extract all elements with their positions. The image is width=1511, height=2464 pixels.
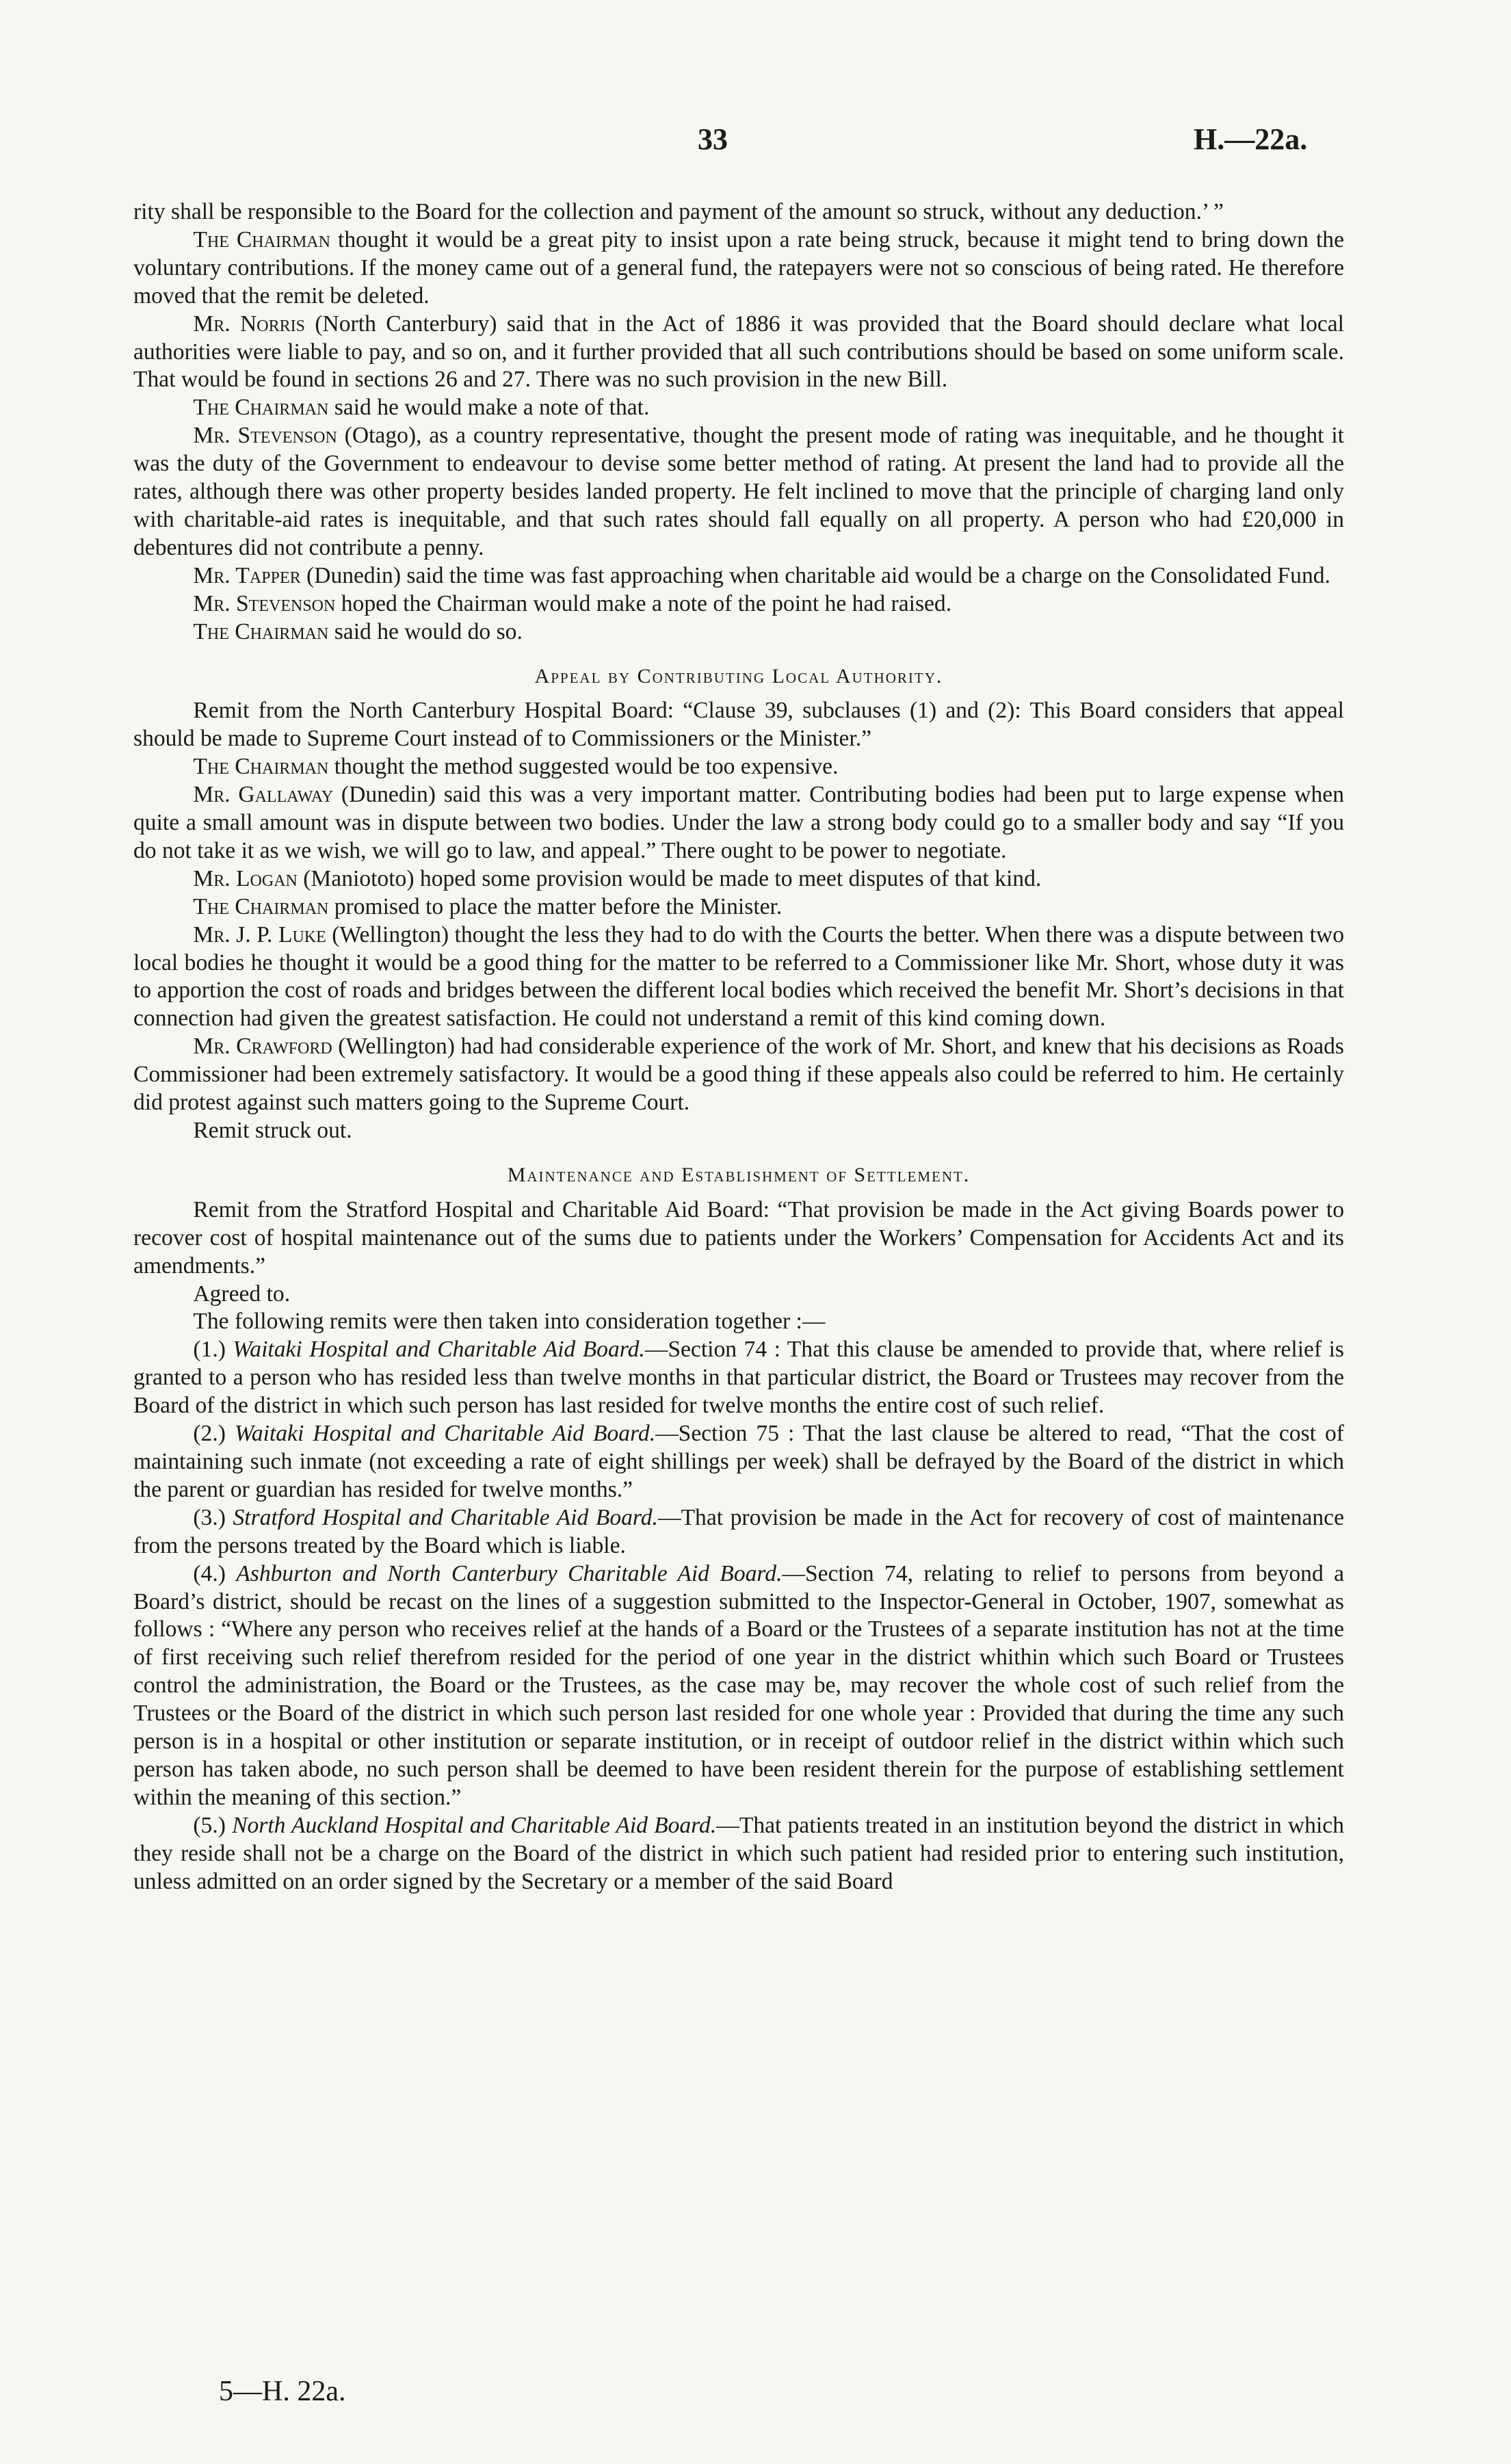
speaker: Mr. J. P. Luke [193,921,326,947]
speaker: Mr. Gallaway [193,782,334,808]
paragraph-text: thought the method suggested would be too expensive. [328,754,839,780]
speaker: Mr. Norris [193,311,305,337]
speaker: Mr. Crawford [193,1034,332,1060]
paragraph-text: Remit struck out. [193,1118,352,1143]
paragraph-text: (Dunedin) said this was a very important matter. Contributing bodies had been put to large expense when quite a small amount was in dispute between two bodies. Under the law a strong body could go to a smaller body and say “If you do not take it as we wish, we will go to law, and appeal.” There ought to be power to negotiate. [133,782,1345,863]
footer-signature: 5—H. 22a. [219,2376,346,2407]
remit-board: Stratford Hospital and Charitable Aid Board. [233,1504,658,1530]
speaker: Mr. Stevenson [193,590,336,616]
paragraph [133,618,1344,646]
speaker: Mr. Logan [193,865,298,891]
speaker: Mr. Stevenson [193,423,337,449]
paragraph-text: said he would do so. [328,618,523,644]
paragraph-text: (North Canterbury) said that in the Act of 1886 it was provided that the Board should declare what local authorities were liable to pay, and so on, and it further provided that all such contributions should be based on some uniform scale. That would be found in sections 26 and 27. There was no such provision in the new Bill. [133,311,1345,393]
paragraph [133,697,1344,753]
paragraph [133,1281,1344,1309]
paragraph [133,311,1344,395]
paragraph-text: (Dunedin) said the time was fast approaching when charitable aid would be a charge on the Consolidated Fund. [300,562,1330,588]
remit-board: North Auckland Hospital and Charitable Aid Board. [232,1812,717,1838]
paragraph-text: Remit from the North Canterbury Hospital Board: “Clause 39, subclauses (1) and (2): This Board considers that appeal should be made to Supreme Court instead of to Commissioners or the Minister.” [133,698,1344,752]
paragraph [133,1308,1344,1336]
remit-item [133,1336,1344,1420]
paragraph-text: hoped the Chairman would make a note of the point he had raised. [335,590,952,616]
remit-number: (2.) [193,1421,235,1447]
paragraph [133,590,1344,618]
remit-text: —That provision be made in the Act for recovery of cost of maintenance from the persons treated by the Board which is liable. [133,1504,1344,1558]
paragraph-text: said he would make a note of that. [328,395,650,421]
remit-text: —Section 75 : That the last clause be altered to read, “That the cost of maintaining such inmate (not exceeding a rate of eight shillings per week) shall be defrayed by the Board of the district in which the parent or guardian has resided for twelve months.” [133,1421,1344,1502]
paragraph [133,865,1344,893]
remit-item [133,1560,1344,1812]
paragraph-text: (Wellington) thought the less they had to do with the Courts the better. When there was a dispute between two local bodies he thought it would be a good thing for the matter to be referred to a Commissioner like Mr. Short, whose duty it was to apportion the cost of roads and bridges between the different local bodies which received the benefit Mr. Short’s decisions in that connection had given the greatest satisfaction. He could not understand a remit of this kind coming down. [133,921,1344,1032]
paragraph [133,198,1344,226]
remit-board: Waitaki Hospital and Charitable Aid Board. [233,1337,645,1363]
paragraph-text: (Wellington) had had considerable experience of the work of Mr. Short, and knew that his decisions as Roads Commissioner had been extremely satisfactory. It would be a good thing if these appeals also could be referred to him. He certainly did protest against such matters going to the Supreme Court. [133,1034,1344,1116]
speaker: The Chairman [193,395,329,421]
remit-number: (4.) [193,1560,237,1586]
section-heading-maintenance: Maintenance and Establishment of Settlement. [507,1163,971,1186]
page-body [133,198,1344,1896]
paragraph [133,893,1344,921]
section-heading-appeal: Appeal by Contributing Local Authority. [534,664,943,687]
speaker: The Chairman [193,226,330,252]
speaker: The Chairman [193,893,329,919]
remit-board: Ashburton and North Canterbury Charitable Aid Board. [236,1560,783,1586]
paragraph [133,1033,1344,1117]
remit-board: Waitaki Hospital and Charitable Aid Board. [234,1421,656,1447]
page-number: 33 [698,122,728,156]
paragraph-text: Remit from the Stratford Hospital and Charitable Aid Board: “That provision be made in the Act giving Boards power to recover cost of hospital maintenance out of the sums due to patients under the Workers’ Compensation for Accidents Act and its amendments.” [133,1196,1344,1279]
remit-item [133,1420,1344,1504]
paragraph [133,394,1344,422]
paragraph-text: rity shall be responsible to the Board for the collection and payment of the amount so struck, without any deduction.’ ” [133,199,1224,224]
paragraph [133,1117,1344,1145]
remit-text: —Section 74, relating to relief to persons from beyond a Board’s district, should be recast on the lines of a suggestion submitted to the Inspector-General in October, 1907, somewhat as follows : “Where any person who receives relief at the hands of a Board or the Trustees of a separate institution has not at the time of first receiving such relief therefrom resided for the period of one year in the district whithin which such Board or Trustees control the administration, the Board or the Trustees, as the case may be, may recover the whole cost of such relief from the Trustees or the Board of the district in which such person last resided for one whole year : Provided that during the time any such person is in a hospital or other institution or separate institution, or in receipt of outdoor relief in the district within which such person has taken abode, no such person shall be deemed to have been resident therein for the purpose of establishing settlement within the meaning of this section.” [133,1560,1344,1810]
paragraph [133,781,1344,865]
paragraph-text: (Maniototo) hoped some provision would be made to meet disputes of that kind. [297,865,1042,891]
remit-number: (1.) [193,1337,233,1363]
speaker: The Chairman [193,754,329,780]
paragraph-text: The following remits were then taken into consideration together :— [193,1309,826,1335]
paragraph [133,422,1344,562]
paragraph-text: thought it would be a great pity to insist upon a rate being struck, because it might tend to bring down the voluntary contributions. If the money came out of a general fund, the ratepayers were not so conscious of being rated. He therefore moved that the remit be deleted. [133,226,1344,309]
paragraph-text: (Otago), as a country representative, thought the present mode of rating was inequitable, and he thought it was the duty of the Government to endeavour to devise some better method of rating. At present the land had to provide all the rates, although there was other property besides landed property. He felt inclined to move that the principle of charging land only with charitable-aid rates is inequitable, and that such rates should fall equally on all property. A person who had £20,000 in debentures did not contribute a penny. [133,423,1345,560]
paragraph-text: Agreed to. [193,1281,291,1307]
page-header [0,122,1511,163]
remit-item [133,1504,1344,1560]
speaker: The Chairman [193,618,329,644]
paragraph-text: promised to place the matter before the Minister. [328,893,783,919]
paragraph [133,1196,1344,1281]
remit-item [133,1812,1344,1896]
speaker: Mr. Tapper [193,562,301,588]
paragraph [133,562,1344,590]
paragraph [133,753,1344,781]
document-reference: H.—22a. [1194,122,1308,156]
remit-text: —That patients treated in an institution beyond the district in which they reside shall not be a charge on the Board of the district in which such patient had resided prior to entering such institution, unless admitted on an order signed by the Secretary or a member of the said Board [133,1812,1344,1894]
remit-number: (3.) [193,1504,233,1530]
remit-text: —Section 74 : That this clause be amended to provide that, where relief is granted to a person who has resided less than twelve months in that particular district, the Board or Trustees may recover from the Board of the district in which such person has last resided for twelve months the entire cost of such relief. [133,1337,1344,1419]
paragraph [133,226,1344,311]
remit-number: (5.) [193,1812,233,1838]
paragraph [133,921,1344,1034]
